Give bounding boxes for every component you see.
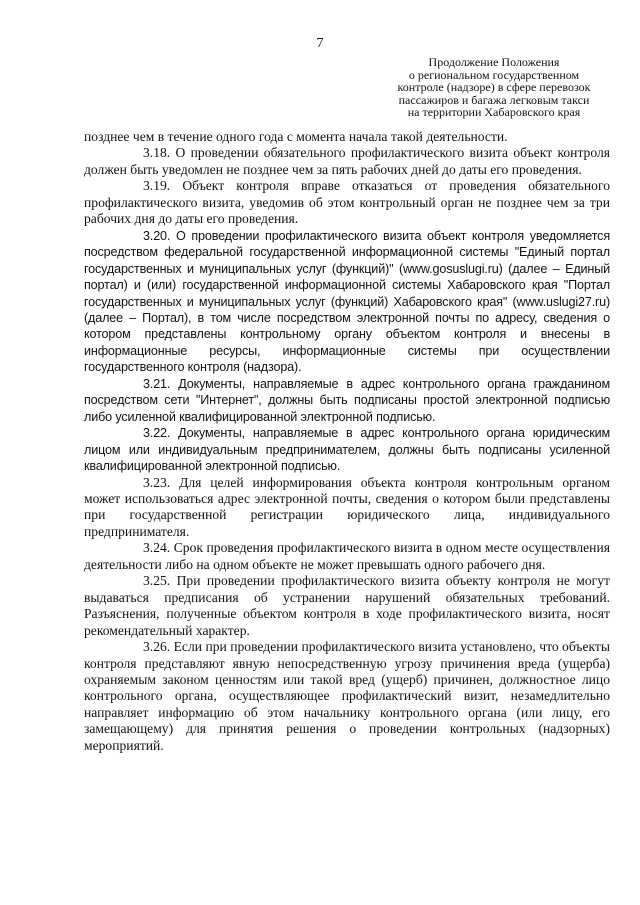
paragraph-3-25: 3.25. При проведении профилактического визита объекту контроля не могут выдаваться предписания об устранении нарушений обязательных требований. Разъяснения, полученные объектом контроля в ходе профилактического визита, носят рекомендательный характер. bbox=[84, 573, 610, 638]
header-line: о региональном государственном bbox=[408, 67, 580, 82]
paragraph-3-23: 3.23. Для целей информирования объекта контроля контрольным органом может использоваться адрес электронной почты, сведения о котором были представлены при государственной регистрации юридического лица, индивидуального предпринимателя. bbox=[84, 474, 610, 539]
document-header-note bbox=[378, 56, 610, 119]
paragraph-3-22: 3.22. Документы, направляемые в адрес контрольного органа юридическим лицом или индивидуальным предпринимателем, должны быть подписаны усиленной квалифицированной электронной подписью. bbox=[84, 426, 610, 474]
paragraph-3-26: 3.26. Если при проведении профилактического визита установлено, что объекты контроля представляют явную непосредственную угрозу причинения вреда (ущерба) охраняемым законом ценностям или такой вред (ущерб) причинен, должностное лицо контрольного органа, осуществляющее профилактический визит, незамедлительно направляет информацию об этом начальнику контрольного органа (или лицу, его замещающему) для принятия решения о проведении контрольных (надзорных) мероприятий. bbox=[84, 639, 610, 753]
paragraph-continuation: позднее чем в течение одного года с момента начала такой деятельности. bbox=[84, 129, 508, 144]
paragraph-3-18: 3.18. О проведении обязательного профилактического визита объект контроля должен быть уведомлен не позднее чем за пять рабочих дней до даты его проведения. bbox=[84, 145, 610, 177]
header-line: Продолжение Положения bbox=[428, 55, 560, 69]
document-body bbox=[84, 129, 610, 754]
paragraph-3-24: 3.24. Срок проведения профилактического визита в одном месте осуществления деятельности либо на одном объекте не может превышать одного рабочего дня. bbox=[84, 540, 610, 572]
paragraph-3-19: 3.19. Объект контроля вправе отказаться от проведения обязательного профилактического визита, уведомив об этом контрольный орган не позднее чем за три рабочих дня до даты его проведения. bbox=[84, 178, 610, 227]
paragraph-3-20: 3.20. О проведении профилактического визита объект контроля уведомляется посредством федеральной государственной информационной системы "Единый портал государственных и муниципальных услуг (функций)" (www.gosuslugi.ru) (далее – Единый портал) и (или) государственной информационной системы Хабаровского края "Портал государственных и муниципальных услуг (функций) Хабаровского края" (www.uslugi27.ru) (далее – Портал), в том числе посредством электронной почты по адресу, сведения о котором представлены контрольному органу объектом контроля и внесены в информационные ресурсы, информационные системы при осуществлении государственного контроля (надзора). bbox=[84, 228, 610, 375]
header-line: пассажиров и багажа легковым такси bbox=[398, 92, 590, 107]
header-line: контроле (надзоре) в сфере перевозок bbox=[397, 80, 591, 95]
header-line: на территории Хабаровского края bbox=[407, 105, 581, 120]
page-number: 7 bbox=[316, 36, 324, 51]
paragraph-3-21: 3.21. Документы, направляемые в адрес контрольного органа гражданином посредством сети "Интернет", должны быть подписаны простой электронной подписью либо усиленной квалифицированной электронной подписью. bbox=[84, 376, 610, 424]
